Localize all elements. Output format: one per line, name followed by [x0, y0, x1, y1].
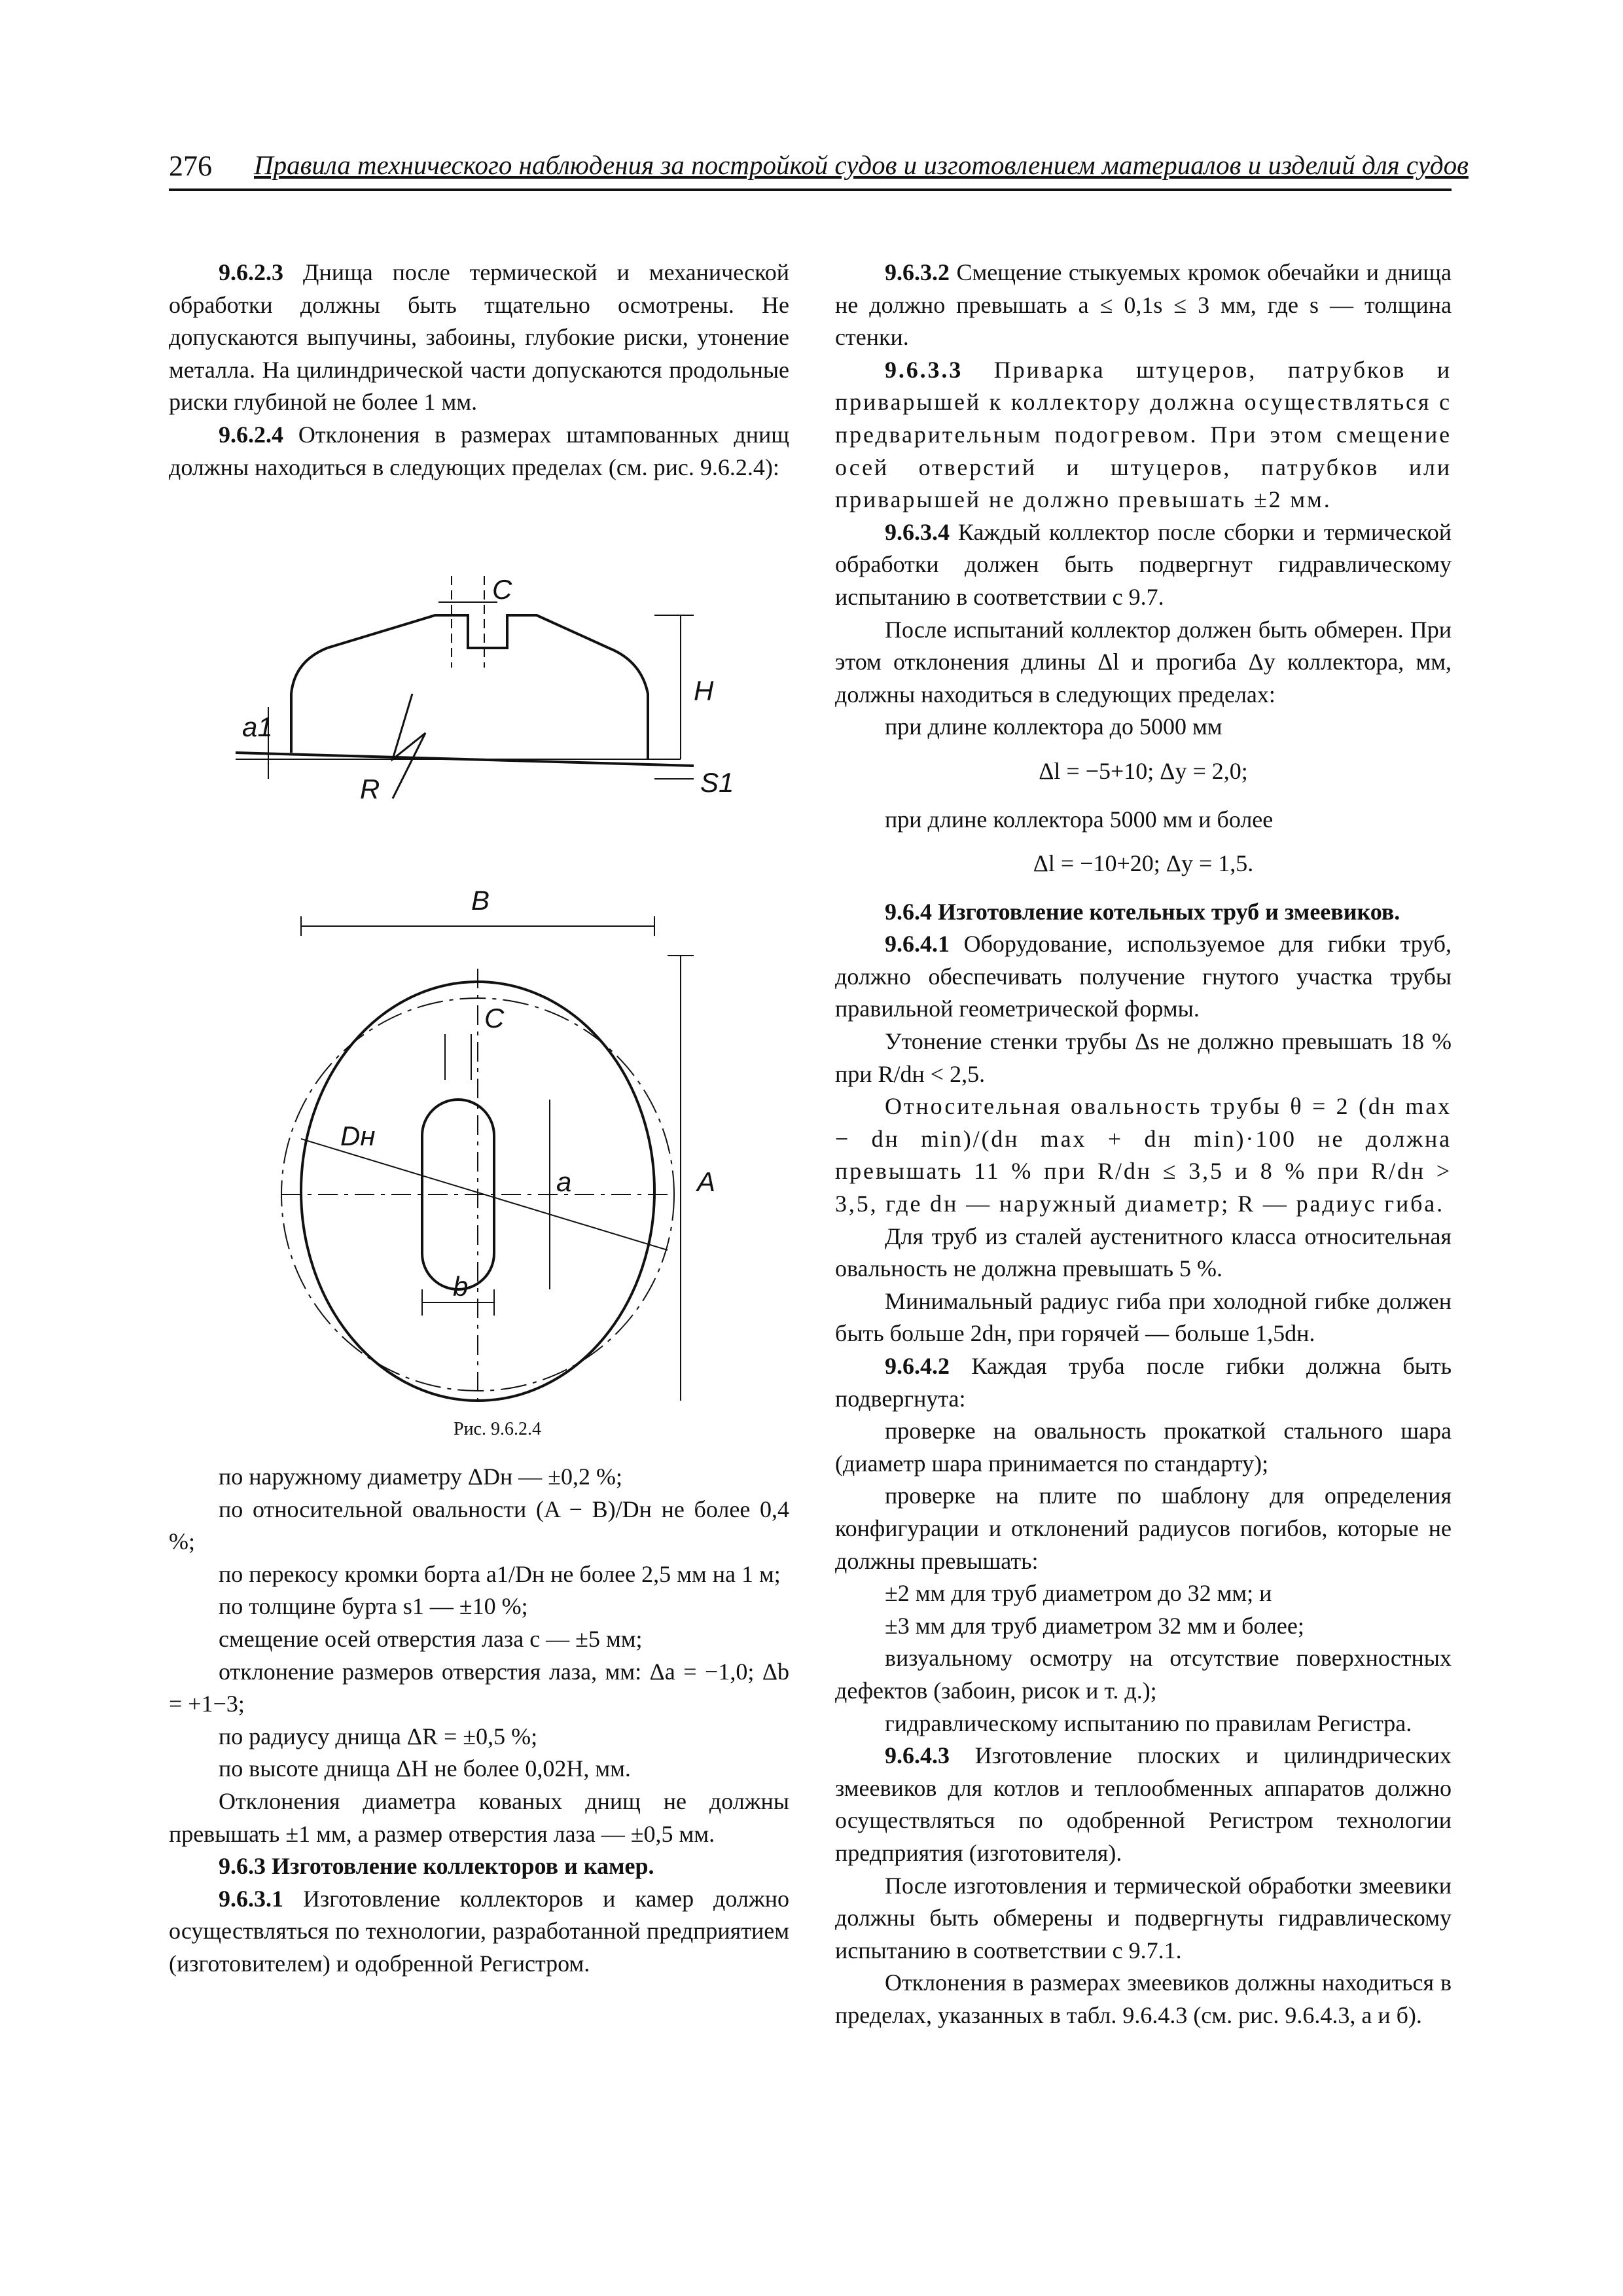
tolerance-item: по перекосу кромки борта a1/Dн не более 2,5 мм на 1 м;	[219, 1560, 781, 1587]
label-a-cap: A	[697, 1166, 716, 1197]
clause-number: 9.6.3.3	[885, 356, 963, 383]
paragraph-text: Изготовление плоских и цилиндрических змеевиков для котлов и теплообменных аппаратов должно осуществляться по одобренной Регистром технологии предприятия (изготовителя).	[835, 1742, 1452, 1866]
check-subitem: ±2 мм для труб диаметром до 32 мм; и	[885, 1580, 1272, 1607]
running-title: Правила технического наблюдения за постройкой судов и изготовлением материалов и изделий для судов	[254, 150, 1469, 180]
paragraph-9-6-3-3	[835, 354, 1452, 516]
paragraph-9-6-4-1	[835, 928, 1452, 1026]
section-heading-9-6-3: 9.6.3 Изготовление коллекторов и камер.	[219, 1853, 654, 1880]
page-number: 276	[169, 150, 212, 182]
paragraph-forged-heads: Отклонения диаметра кованых днищ не должны превышать ±1 мм, а размер отверстия лаза — ±0,5 мм.	[169, 1787, 789, 1847]
tolerance-item: по высоте днища ΔH не более 0,02H, мм.	[219, 1755, 631, 1782]
paragraph-length-upto: при длине коллектора до 5000 мм	[885, 713, 1222, 740]
check-item: проверке на овальность прокаткой стального шара (диаметр шара принимается по стандарту);	[835, 1418, 1452, 1477]
paragraph-9-6-3-4	[835, 516, 1452, 614]
paragraph-min-radius: Минимальный радиус гиба при холодной гибке должен быть больше 2dн, при горячей — больше 1,5dн.	[835, 1287, 1452, 1347]
paragraph-9-6-3-2	[835, 257, 1452, 354]
paragraph-text: Каждая труба после гибки должна быть подвергнута:	[835, 1353, 1452, 1412]
paragraph-coil-deviations: Отклонения в размерах змеевиков должны находиться в пределах, указанных в табл. 9.6.4.3 (см. рис. 9.6.4.3, a и б).	[835, 1969, 1452, 2028]
figure-caption: Рис. 9.6.2.4	[454, 1419, 541, 1439]
tolerance-item: по относительной овальности (A − B)/Dн не более 0,4 %;	[169, 1496, 789, 1555]
tolerance-item: смещение осей отверстия лаза c — ±5 мм;	[219, 1625, 643, 1652]
check-subitem: ±3 мм для труб диаметром 32 мм и более;	[885, 1612, 1304, 1639]
label-dn: Dн	[340, 1121, 376, 1151]
section-heading-9-6-4: 9.6.4 Изготовление котельных труб и змеевиков.	[885, 898, 1400, 925]
paragraph-text: Оборудование, используемое для гибки труб, должно обеспечивать получение гнутого участка трубы правильной геометрической формы.	[835, 931, 1452, 1022]
figure-9-6-2-4	[196, 563, 772, 1407]
paragraph-text: Приварка штуцеров, патрубков и приварышей к коллектору должна осуществляться с предварительным подогревом. При этом смещение осей отверстий и штуцеров, патрубков или приварышей не должно превышать ±2 мм.	[835, 356, 1452, 513]
paragraph-length-over: при длине коллектора 5000 мм и более	[885, 806, 1274, 833]
paragraph-9-6-4-3	[835, 1740, 1452, 1869]
paragraph-wall-thinning: Утонение стенки трубы Δs не должно превышать 18 % при R/dн < 2,5.	[835, 1028, 1452, 1087]
label-s1: S1	[700, 767, 734, 798]
formula-1: Δl = −5+10; Δy = 2,0;	[1039, 757, 1248, 784]
check-item: визуальному осмотру на отсутствие поверхностных дефектов (забоин, рисок и т. д.);	[835, 1645, 1452, 1704]
label-a: a	[556, 1166, 572, 1197]
tolerance-item: по наружному диаметру ΔDн — ±0,2 %;	[219, 1463, 622, 1490]
clause-number: 9.6.4.3	[885, 1742, 950, 1769]
label-b: b	[453, 1271, 469, 1302]
clause-number: 9.6.3.4	[885, 518, 950, 545]
paragraph-text: Смещение стыкуемых кромок обечайки и днища не должно превышать a ≤ 0,1s ≤ 3 мм, где s — толщина стенки.	[835, 259, 1452, 351]
paragraph-text: Отклонения в размерах штампованных днищ должны находиться в следующих пределах (см. рис. 9.6.2.4):	[169, 421, 789, 480]
paragraph-measurement: После испытаний коллектор должен быть обмерен. При этом отклонения длины Δl и прогиба Δy коллектора, мм, должны находиться в следующих пределах:	[835, 616, 1452, 708]
formula-2: Δl = −10+20; Δy = 1,5.	[1033, 850, 1254, 877]
label-h: H	[694, 675, 714, 706]
clause-number: 9.6.3.2	[885, 259, 950, 285]
label-b-top: B	[471, 885, 490, 916]
clause-number: 9.6.4.2	[885, 1353, 950, 1379]
paragraph-text: Изготовление коллекторов и камер должно осуществляться по технологии, разработанной предприятием (изготовителем) и одобренной Регистром.	[169, 1885, 789, 1977]
label-c-mid: C	[484, 1003, 505, 1033]
label-c-top: C	[492, 574, 512, 605]
page-header	[169, 149, 1469, 191]
right-column	[835, 257, 1452, 2032]
paragraph-9-6-2-3	[169, 257, 789, 419]
check-item: гидравлическому испытанию по правилам Регистра.	[885, 1710, 1412, 1736]
label-r: R	[360, 774, 380, 804]
paragraph-austenitic: Для труб из сталей аустенитного класса относительная овальность не должна превышать 5 %.	[835, 1223, 1452, 1282]
left-column-top	[169, 257, 789, 484]
tolerance-item: отклонение размеров отверстия лаза, мм: Δa = −1,0; Δb = +1−3;	[169, 1658, 789, 1717]
tolerance-item: по радиусу днища ΔR = ±0,5 %;	[219, 1723, 538, 1749]
head-drawing	[196, 563, 772, 1407]
paragraph-9-6-3-1	[169, 1883, 789, 1981]
clause-number: 9.6.4.1	[885, 931, 950, 958]
paragraph-9-6-4-2	[835, 1350, 1452, 1415]
paragraph-ovality: Относительная овальность трубы θ = 2 (dн max − dн min)/(dн max + dн min)·100 не должна превышать 11 % при R/dн ≤ 3,5 и 8 % при R/dн > 3,5, где dн — наружный диаметр; R — радиус гиба.	[835, 1093, 1452, 1217]
paragraph-text: Днища после термической и механической обработки должны быть тщательно осмотрены. Не допускаются выпучины, забоины, глубокие риски, утонение металла. На цилиндрической части допускаются продольные риски глубиной не более 1 мм.	[169, 259, 789, 416]
clause-number: 9.6.2.3	[219, 259, 283, 285]
left-column-bottom	[169, 1461, 789, 1981]
paragraph-text: Каждый коллектор после сборки и термической обработки должен быть подвергнут гидравлическому испытанию в соответствии с 9.7.	[835, 518, 1452, 610]
paragraph-9-6-2-4	[169, 419, 789, 484]
tolerance-item: по толщине бурта s1 — ±10 %;	[219, 1593, 528, 1620]
check-item: проверке на плите по шаблону для определения конфигурации и отклонений радиусов погибов, которые не должны превышать:	[835, 1482, 1452, 1574]
clause-number: 9.6.3.1	[219, 1885, 283, 1912]
paragraph-after-fabrication: После изготовления и термической обработки змеевики должны быть обмерены и подвергнуты гидравлическому испытанию в соответствии с 9.7.1.	[835, 1872, 1452, 1964]
radius-break-line	[393, 694, 425, 798]
clause-number: 9.6.2.4	[219, 421, 283, 448]
head-profile	[291, 615, 648, 759]
label-a1: a1	[242, 711, 273, 742]
